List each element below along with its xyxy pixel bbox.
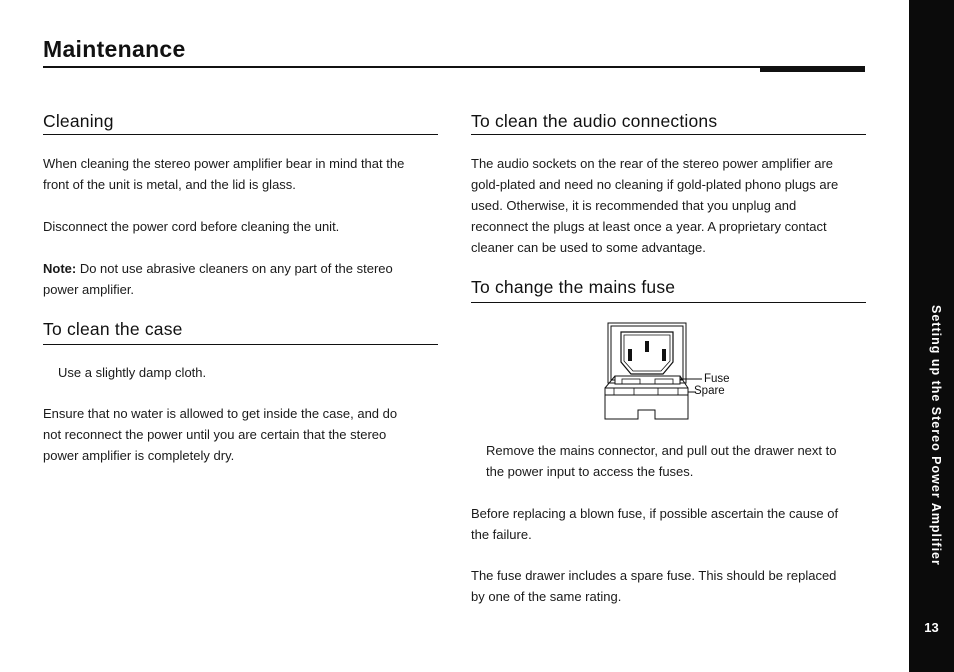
mains-fuse-heading: To change the mains fuse [471, 277, 676, 297]
title-rule-accent [760, 66, 865, 72]
blown-fuse-line: the failure. [471, 527, 532, 542]
note-paragraph [43, 258, 438, 300]
spare-fuse-line: by one of the same rating. [471, 589, 622, 604]
blown-fuse-paragraph [471, 503, 866, 545]
mains-fuse-heading-rule [471, 302, 866, 303]
audio-line: The audio sockets on the rear of the stereo power amplifier are [471, 156, 834, 171]
spare-fuse-paragraph [471, 565, 866, 607]
iec-socket-fuse-drawer-icon [600, 322, 740, 422]
page-number: 13 [924, 620, 939, 635]
page-title: Maintenance [43, 36, 186, 62]
audio-line: reconnect the plugs at least once a year. A proprietary contact [471, 219, 827, 234]
audio-connections-paragraph [471, 153, 866, 258]
audio-connections-heading: To clean the audio connections [471, 111, 718, 131]
mains-fuse-step-line: the power input to access the fuses. [486, 464, 694, 479]
spare-label: Spare [694, 385, 725, 397]
cleaning-paragraph [43, 153, 438, 195]
clean-case-heading: To clean the case [43, 319, 183, 339]
clean-case-heading-rule [43, 344, 438, 345]
spare-fuse-line: The fuse drawer includes a spare fuse. This should be replaced [471, 568, 837, 583]
clean-case-line: not reconnect the power until you are certain that the stereo [43, 427, 387, 442]
mains-fuse-step-line: Remove the mains connector, and pull out the drawer next to [486, 443, 837, 458]
audio-line: gold-plated and need no cleaning if gold-plated phono plugs are [471, 177, 839, 192]
audio-line: used. Otherwise, it is recommended that you unplug and [471, 198, 797, 213]
audio-line: cleaner can be used to some advantage. [471, 240, 706, 255]
cleaning-paragraph-line: front of the unit is metal, and the lid is glass. [43, 177, 296, 192]
blown-fuse-line: Before replacing a blown fuse, if possible ascertain the cause of [471, 506, 839, 521]
clean-case-line: power amplifier is completely dry. [43, 448, 235, 463]
cleaning-paragraph-line: When cleaning the stereo power amplifier bear in mind that the [43, 156, 405, 171]
fuse-label: Fuse [704, 373, 730, 385]
mains-fuse-step [486, 440, 866, 482]
disconnect-paragraph: Disconnect the power cord before cleaning the unit. [43, 219, 340, 234]
title-rule [43, 66, 865, 68]
note-text: power amplifier. [43, 282, 135, 297]
note-text: Do not use abrasive cleaners on any part of the stereo [76, 261, 393, 276]
audio-connections-heading-rule [471, 134, 866, 135]
clean-case-step: Use a slightly damp cloth. [58, 365, 207, 380]
chapter-title: Setting up the Stereo Power Amplifier [929, 305, 943, 566]
clean-case-line: Ensure that no water is allowed to get inside the case, and do [43, 406, 398, 421]
cleaning-heading: Cleaning [43, 111, 114, 131]
cleaning-heading-rule [43, 134, 438, 135]
note-label: Note: [43, 261, 77, 276]
clean-case-paragraph [43, 403, 438, 466]
